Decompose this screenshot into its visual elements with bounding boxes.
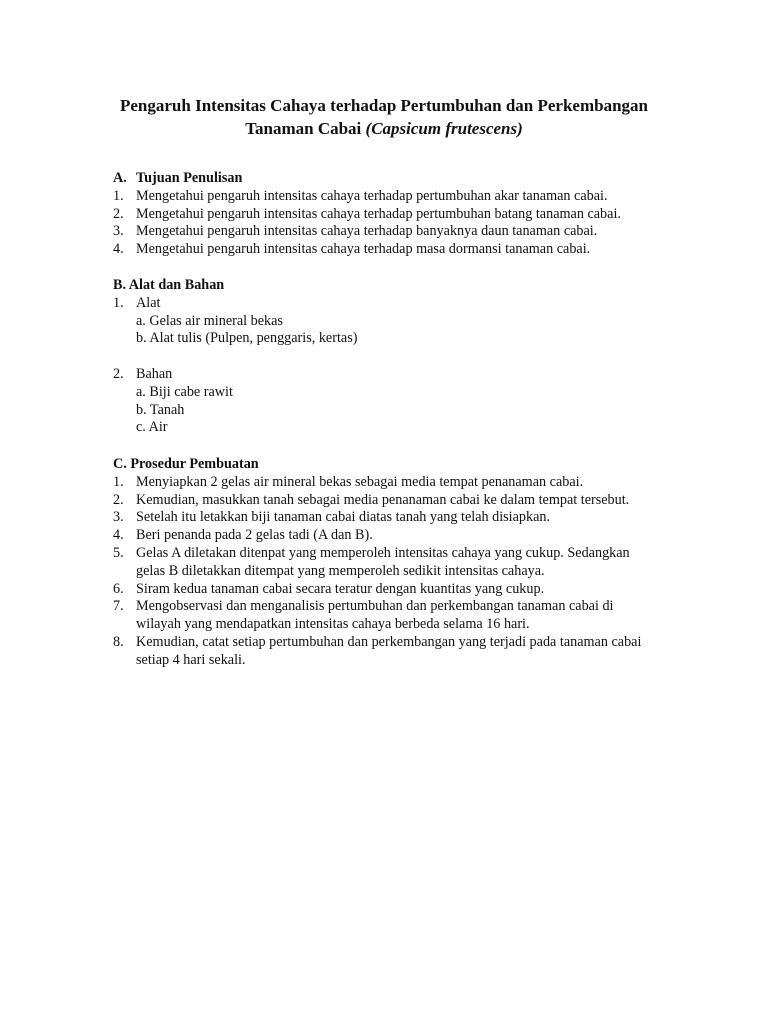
item-number: 5. [113,544,124,561]
item-line: Kemudian, masukkan tanah sebagai media penanaman cabai ke dalam tempat tersebut. [136,491,630,508]
item-number: 2. [113,365,124,382]
list-item [113,527,713,545]
list-item [113,474,713,492]
title-species: (Capsicum frutescens) [365,119,523,138]
item-number: 7. [113,598,124,615]
item-line: setiap 4 hari sekali. [136,651,246,668]
spacer [113,348,713,366]
section-a-title: Tujuan Penulisan [136,170,243,186]
list-item [113,492,713,510]
item-text: Mengetahui pengaruh intensitas cahaya terhadap pertumbuhan akar tanaman cabai. [136,187,608,204]
item-number: 4. [113,527,124,544]
item-text [136,492,713,510]
section-tujuan [113,170,713,259]
item-line: Siram kedua tanaman cabai secara teratur dengan kuantitas yang cukup. [136,580,545,597]
item-text: Mengetahui pengaruh intensitas cahaya terhadap pertumbuhan batang tanaman cabai. [136,205,621,222]
group-label: Alat [136,294,161,311]
sub-item: b. Alat tulis (Pulpen, penggaris, kertas) [136,330,358,347]
group-label: Bahan [136,365,173,382]
item-text [136,545,713,581]
title-line-2 [60,117,708,140]
list-item [113,509,713,527]
list-item [113,598,713,634]
item-text: Mengetahui pengaruh intensitas cahaya terhadap banyaknya daun tanaman cabai. [136,223,598,240]
list-item [113,581,713,599]
item-number: 4. [113,241,124,258]
list-item [113,295,713,313]
sub-item: b. Tanah [136,401,185,418]
item-line: wilayah yang mendapatkan intensitas cahaya berbeda selama 16 hari. [136,616,530,633]
item-number: 1. [113,294,124,311]
section-b-heading: B. Alat dan Bahan [113,277,225,293]
title-prefix: Tanaman Cabai [245,119,366,138]
item-line: Gelas A diletakan ditenpat yang memperoleh intensitas cahaya yang cukup. Sedangkan [136,544,630,561]
section-a-heading [113,170,713,188]
item-line: Mengobservasi dan menganalisis pertumbuhan dan perkembangan tanaman cabai di [136,598,614,615]
section-prosedur [113,456,713,670]
list-item [113,223,713,241]
item-line: Kemudian, catat setiap pertumbuhan dan perkembangan yang terjadi pada tanaman cabai [136,633,642,650]
item-line: gelas B diletakkan ditempat yang memperoleh sedikit intensitas cahaya. [136,562,545,579]
sub-item: c. Air [136,419,168,436]
item-number: 6. [113,580,124,597]
title-line-1: Pengaruh Intensitas Cahaya terhadap Pertumbuhan dan Perkembangan [119,96,648,115]
list-item [113,241,713,259]
item-number: 8. [113,633,124,650]
item-text [136,509,713,527]
item-text [136,598,713,634]
section-alat-bahan [113,277,713,437]
item-number: 2. [113,205,124,222]
item-text [136,581,713,599]
section-c-heading: C. Prosedur Pembuatan [113,456,259,472]
item-number: 3. [113,223,124,240]
item-text: Mengetahui pengaruh intensitas cahaya terhadap masa dormansi tanaman cabai. [136,241,591,258]
sub-item: a. Biji cabe rawit [136,383,233,400]
sub-item: a. Gelas air mineral bekas [136,312,283,329]
list-item [113,188,713,206]
section-a-letter: A. [113,170,127,186]
item-number: 1. [113,473,124,490]
document-title [60,94,708,140]
list-item [113,206,713,224]
list-item [113,545,713,581]
item-line: Setelah itu letakkan biji tanaman cabai diatas tanah yang telah disiapkan. [136,509,551,526]
item-text [136,474,713,492]
list-item [113,366,713,384]
item-number: 3. [113,509,124,526]
item-text [136,634,713,670]
item-number: 2. [113,491,124,508]
item-number: 1. [113,187,124,204]
item-text [136,527,713,545]
list-item [113,634,713,670]
item-line: Beri penanda pada 2 gelas tadi (A dan B). [136,527,373,544]
item-line: Menyiapkan 2 gelas air mineral bekas sebagai media tempat penanaman cabai. [136,473,584,490]
